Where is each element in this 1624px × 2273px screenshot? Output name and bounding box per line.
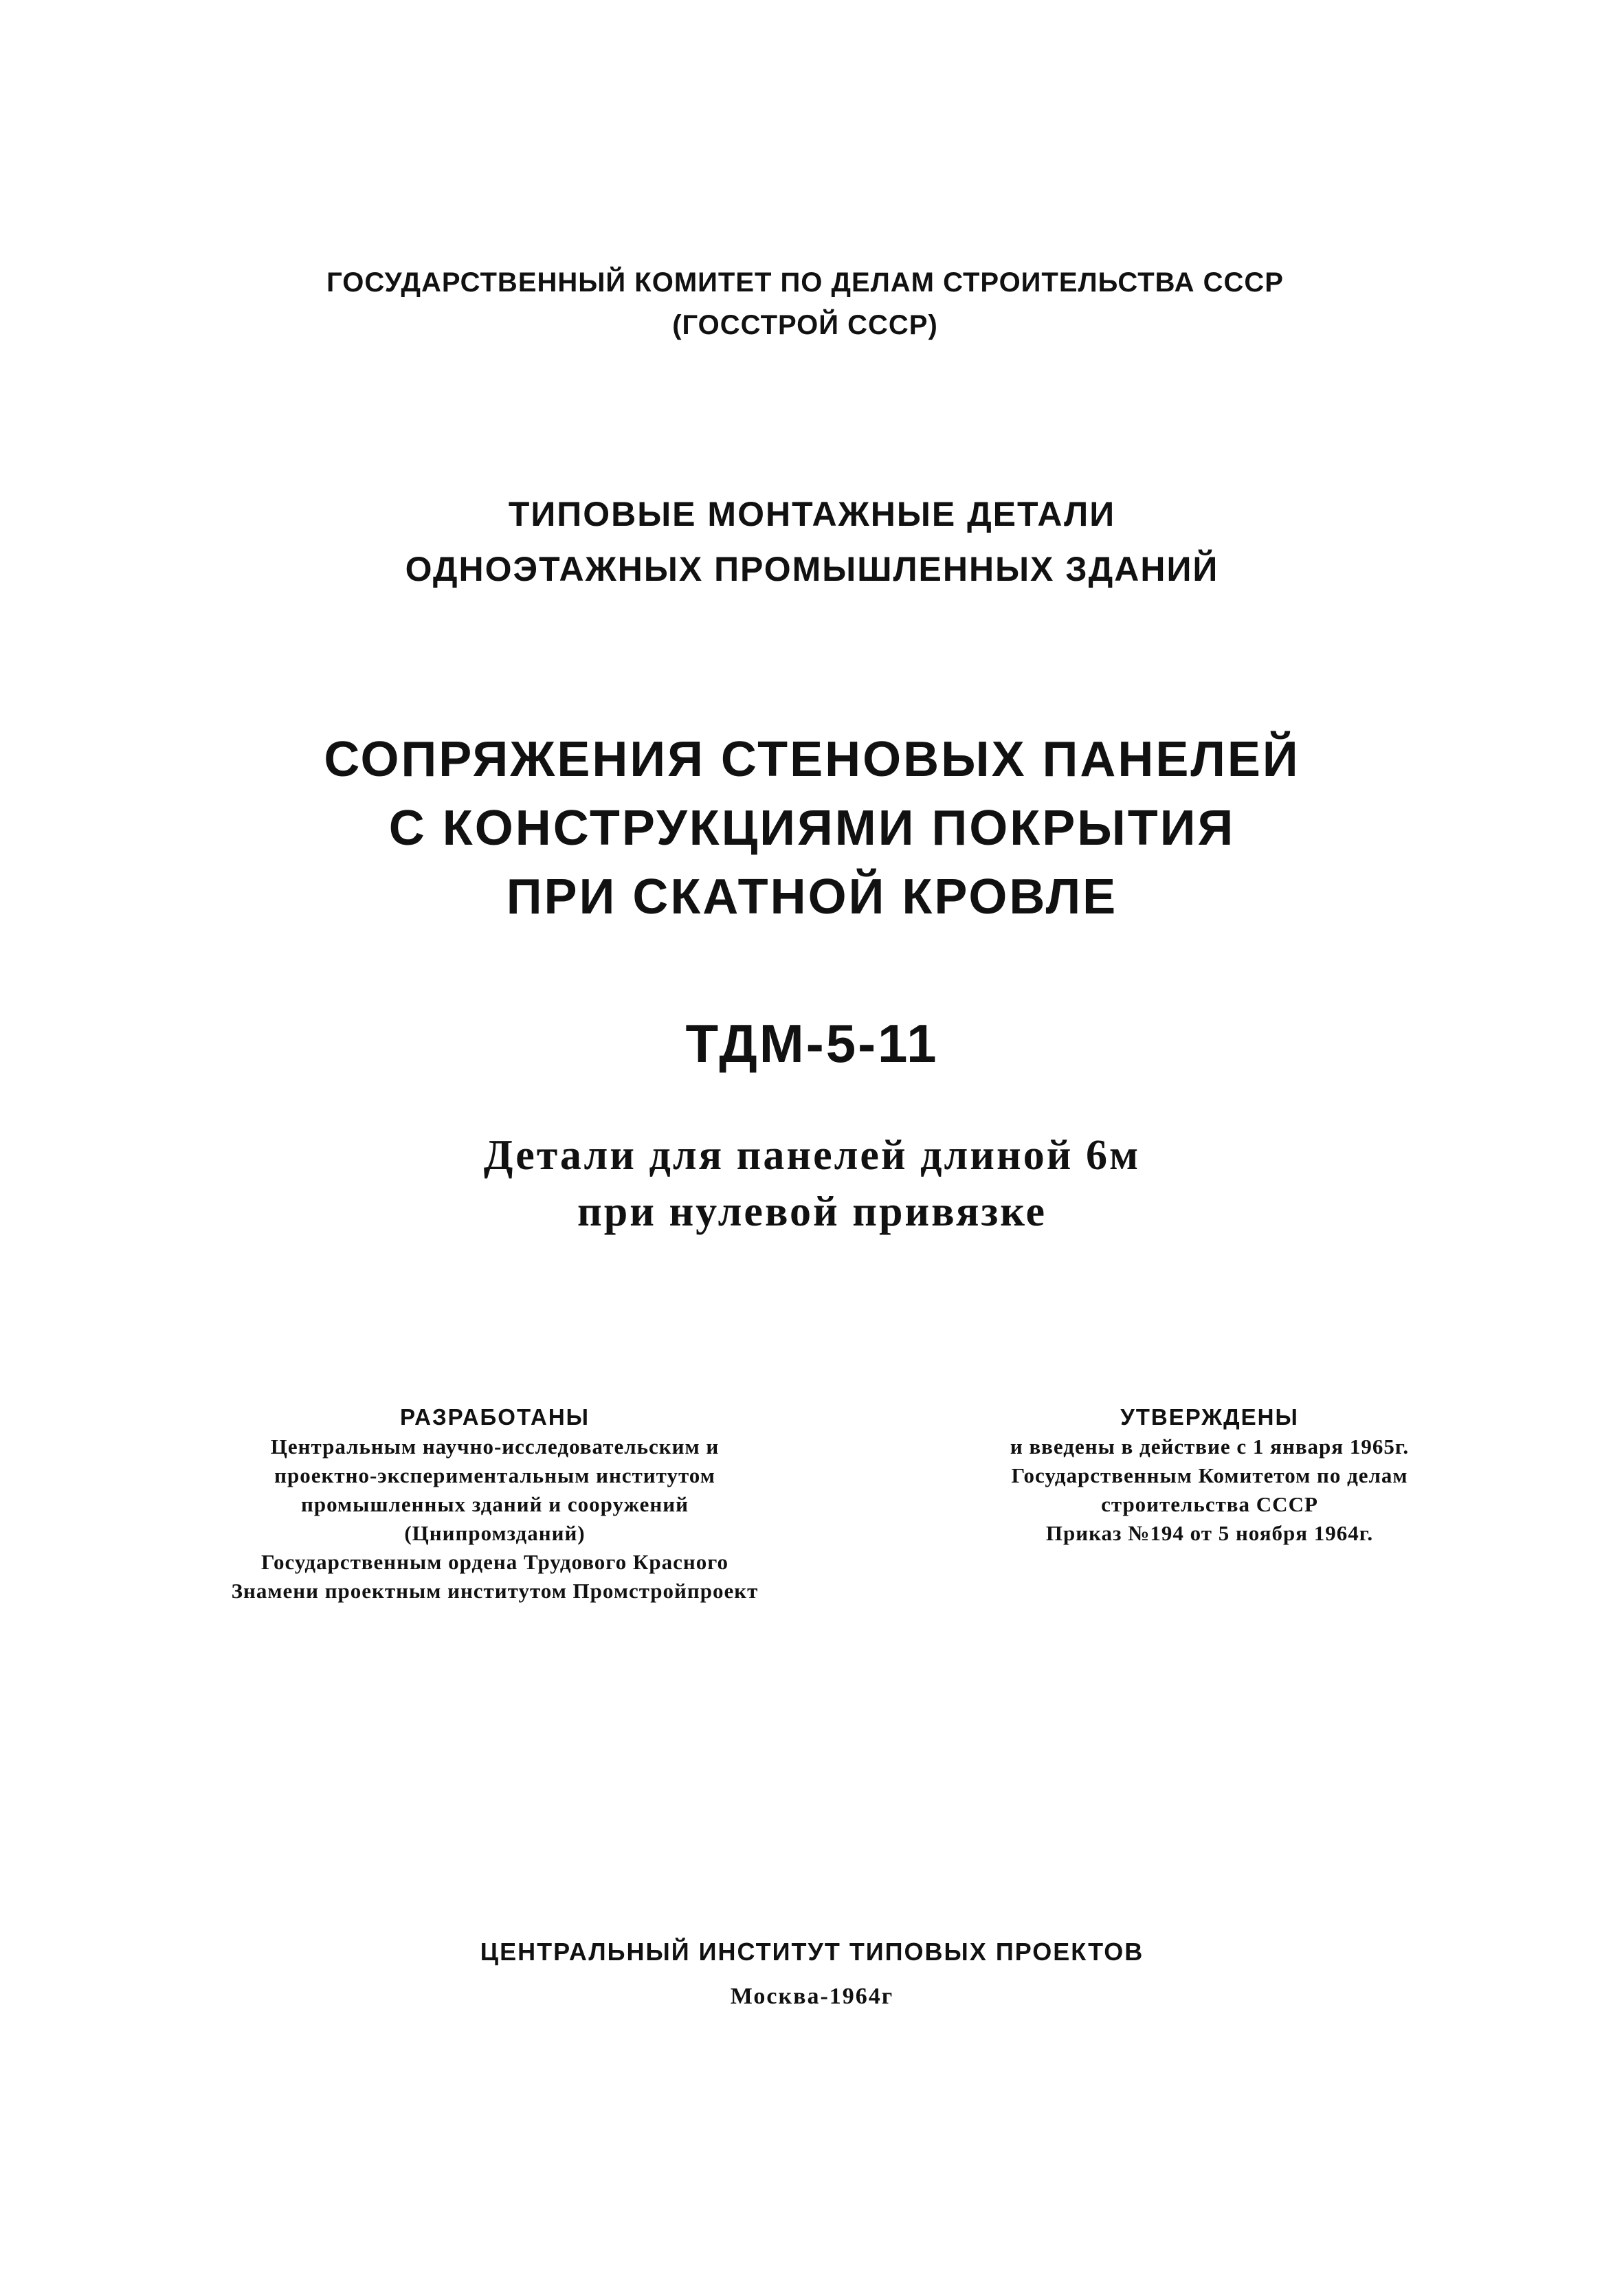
developed-by-line: проектно-экспериментальным институтом — [274, 1463, 715, 1487]
approved-by-block — [907, 1402, 1512, 1548]
city-and-year: Москва-1964г — [730, 1984, 894, 2009]
approved-by-line: и введены в действие с 1 января 1965г. — [1010, 1434, 1410, 1459]
developed-by-heading: РАЗРАБОТАНЫ — [400, 1404, 590, 1430]
publisher-name: ЦЕНТРАЛЬНЫЙ ИНСТИТУТ ТИПОВЫХ ПРОЕКТОВ — [480, 1938, 1144, 1966]
approved-by-line: Государственным Комитетом по делам — [1011, 1463, 1408, 1487]
approved-by-line: строительства СССР — [1101, 1492, 1318, 1516]
developed-by-line: Центральным научно-исследовательским и — [270, 1434, 720, 1459]
developed-by-line: (Цнипромзданий) — [404, 1521, 586, 1545]
document-subtitle-line-2: при нулевой привязке — [577, 1188, 1047, 1235]
document-subtitle-line-1: Детали для панелей длиной 6м — [483, 1132, 1141, 1179]
developed-by-line: Знамени проектным институтом Промстройпроект — [231, 1579, 759, 1603]
document-code — [0, 1009, 1624, 1078]
series-title-line-2: ОДНОЭТАЖНЫХ ПРОМЫШЛЕННЫХ ЗДАНИЙ — [405, 550, 1219, 588]
committee-abbreviation: (ГОССТРОЙ СССР) — [672, 310, 938, 340]
document-code-text: ТДМ-5-11 — [685, 1013, 939, 1074]
approved-by-line: Приказ №194 от 5 ноября 1964г. — [1045, 1521, 1374, 1545]
series-title-line-1: ТИПОВЫЕ МОНТАЖНЫЕ ДЕТАЛИ — [508, 495, 1116, 533]
document-title — [0, 725, 1624, 931]
developed-by-line: Государственным ордена Трудового Красного — [261, 1550, 728, 1574]
document-title-line-3: ПРИ СКАТНОЙ КРОВЛЕ — [506, 869, 1118, 924]
document-title-line-1: СОПРЯЖЕНИЯ СТЕНОВЫХ ПАНЕЛЕЙ — [324, 732, 1300, 787]
developed-by-block — [158, 1402, 832, 1606]
committee-name: ГОСУДАРСТВЕННЫЙ КОМИТЕТ ПО ДЕЛАМ СТРОИТЕЛЬСТВА СССР — [326, 267, 1284, 298]
publisher — [0, 1935, 1624, 1969]
document-subtitle — [0, 1127, 1624, 1240]
committee-header — [0, 261, 1624, 346]
approved-by-heading: УТВЕРЖДЕНЫ — [1120, 1404, 1299, 1430]
series-title — [0, 487, 1624, 597]
developed-by-line: промышленных зданий и сооружений — [301, 1492, 689, 1516]
document-title-line-2: С КОНСТРУКЦИЯМИ ПОКРЫТИЯ — [388, 801, 1236, 856]
imprint — [0, 1980, 1624, 2014]
